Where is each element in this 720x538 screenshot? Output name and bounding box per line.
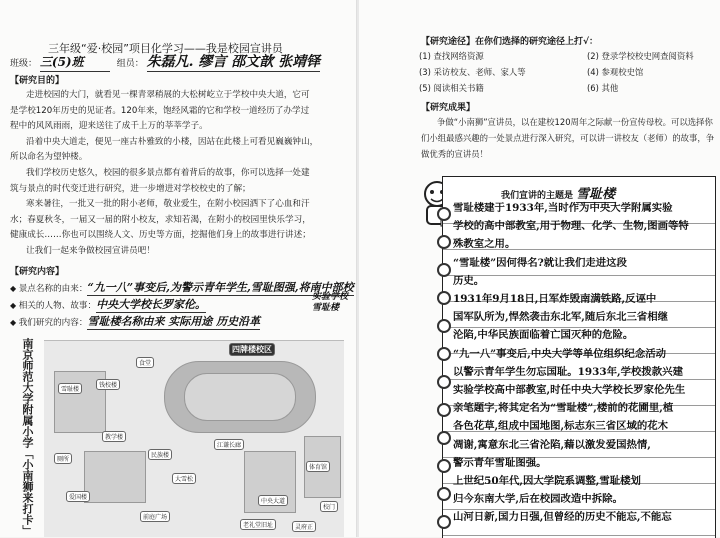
map-label: 钱校楼 (96, 379, 120, 390)
essay-line: 亲笔题字,将其定名为“雪耻楼”,楼前的花圃里,植 (453, 402, 674, 415)
goal-line: 筑与景点的时代变迁进行研究，进一步增进对学校校史的了解； (10, 183, 251, 194)
way-number: (1) (419, 51, 434, 61)
essay-line: 1931年9月18日,日军炸毁南满铁路,反诬中 (453, 293, 657, 305)
result-line: 们小组最感兴趣的一处景点进行深入研究，可以讲一讲校友（老师）的故事，争 (421, 133, 715, 143)
way-number: (2) (587, 51, 602, 61)
content-row (10, 313, 355, 330)
content-rows (10, 279, 355, 330)
essay-line: 凋谢,寓意东北三省沦陷,藉以激发爱国热情, (453, 438, 651, 451)
essay-line: 沦陷,中华民族面临着亡国灭种的危险。 (453, 329, 634, 342)
way-text: 查找网络资源 (433, 51, 484, 61)
content-row-label: 相关的人物、故事： (18, 301, 97, 311)
content-row-label: 景点名称的由来： (18, 284, 88, 294)
bullet-icon: ◆ (10, 301, 19, 310)
way-option (419, 82, 484, 94)
essay-line: 警示青年雪耻图强。 (453, 456, 547, 469)
goal-line: 我们学校历史悠久，校园的很多景点都有着背后的故事，你可以选择一处建 (26, 167, 310, 178)
binder-ring (437, 207, 451, 221)
class-value: 三(5)班 (40, 53, 110, 72)
goal-line: 沿着中央大道走，便见一座古朴雅致的小楼，因站在此楼上可看见巍巍钟山， (26, 136, 319, 147)
binder-ring (437, 235, 451, 249)
building-b (84, 451, 146, 503)
content-row-value: 中央大学校长罗家伦。 (96, 298, 207, 311)
goal-line: 走进校园的大门，就看见一棵青翠稍展的大松树屹立于学校中央大道，它可 (26, 90, 310, 100)
result-heading: 【研究成果】 (421, 103, 476, 113)
content-row (10, 279, 355, 296)
way-number: (4) (587, 67, 602, 77)
school-vertical-title: 南京师范大学附属小学「小南狮来打卡」 (21, 338, 34, 536)
content-row-value: 雪耻楼名称由来 实际用途 历史沿革 (87, 315, 261, 328)
binder-ring (437, 515, 451, 529)
notebook-page (442, 176, 716, 538)
content-row-value: “九一八”事变后,为警示青年学生,雪耻图强,将南中部校 (87, 281, 354, 294)
way-option (587, 82, 618, 94)
essay-line: 山河日新,国力日强,但曾经的历史不能忘,不能忘 (453, 511, 672, 524)
left-page (0, 0, 358, 537)
class-row (10, 53, 320, 73)
binder-ring (437, 375, 451, 389)
goal-line: 水；春夏秋冬，一届又一届的附小校友，求知若渴，在附小的校园里快乐学习， (10, 214, 311, 225)
binder-ring (437, 459, 451, 473)
way-option (587, 50, 694, 62)
map-label: 江谦长廊 (214, 439, 244, 450)
map-label: 教学楼 (102, 431, 126, 442)
campus-map (44, 340, 344, 537)
way-number: (5) (419, 83, 434, 93)
essay-line: 学校的高中部教室,用于物理、化学、生物,图画等特 (453, 220, 689, 233)
binder-ring (437, 403, 451, 417)
binder-ring (437, 487, 451, 501)
way-text: 登录学校校史网查阅资料 (601, 51, 694, 61)
map-label: 体育馆 (306, 461, 330, 472)
map-label: 爱国楼 (66, 491, 90, 502)
bullet-icon: ◆ (10, 318, 19, 327)
map-label: 食堂 (136, 357, 154, 368)
essay-line: 归今东南大学,后在校园改造中拆除。 (453, 493, 623, 506)
side-note: 实验学校雪耻楼 (312, 292, 349, 313)
map-label: 校门 (320, 501, 338, 512)
title-text: 三年级“爱·校园”项目化学习——我是校园宣讲员 (48, 42, 283, 55)
goal-line: 程中的风风雨雨，迎来送往了成千上万的莘莘学子。 (10, 121, 208, 132)
goal-line: 是学校120年历史的见证者。120年来，饱经风霜的它和学校一道经历了办学过 (10, 105, 310, 116)
way-text: 采访校友、老师、家人等 (433, 67, 526, 77)
essay-line: 实验学校高中部教室,时任中央大学校长罗家伦先生 (453, 384, 686, 396)
content-row (10, 296, 355, 313)
essay-line: “雪耻楼”因何得名?就让我们走进这段 (453, 256, 627, 269)
essay-line: 殊教室之用。 (453, 238, 516, 251)
map-label: 民族楼 (148, 449, 172, 460)
ruled-line (443, 535, 715, 536)
bullet-icon: ◆ (10, 284, 19, 293)
result-line: 争做“小南狮”宣讲员，以在建校120周年之际献一份宣传母校。可以选择你 (437, 117, 713, 127)
way-text: 阅读相关书籍 (433, 83, 484, 93)
binder-ring (437, 291, 451, 305)
essay-line: 历史。 (453, 274, 485, 287)
binder-ring (437, 263, 451, 277)
map-label: 前庭广场 (140, 511, 170, 522)
group-members: 朱磊凡. 缪言 邵文歆 张靖铎 (147, 53, 321, 72)
essay-line: 各色花草,组成中国地图,标志东三省区域的花木 (453, 420, 669, 433)
goal-line: 所以命名为望钟楼。 (10, 152, 88, 163)
goal-line: 让我们一起来争做校园宣讲员吧！ (26, 245, 155, 256)
way-option (419, 50, 484, 62)
group-label: 组员： (116, 59, 144, 69)
goal-line: 寒来暑往，一批又一批的附小老师，敬业爱生，在附小校园洒下了心血和汗 (26, 199, 310, 210)
way-text: 参观校史馆 (601, 67, 644, 77)
way-option (587, 66, 643, 78)
way-text: 其他 (601, 83, 619, 93)
map-label: 厕所 (54, 453, 72, 464)
content-row-label: 我们研究的内容： (18, 318, 88, 328)
essay-line: 上世纪50年代,因大学院系调整,雪耻楼划 (453, 475, 641, 487)
map-title: 四牌楼校区 (229, 343, 275, 356)
essay-line: 以警示青年学生勿忘国耻。1933年,学校拨款兴建 (453, 365, 683, 378)
map-label: 大雪松 (172, 473, 196, 484)
way-option (419, 66, 526, 78)
essay-line: “九一八”事变后,中央大学等单位组织纪念活动 (453, 347, 666, 360)
map-label: 灵府正 (292, 521, 316, 532)
goal-line: 健康成长……你也可以围绕人文、历史等方面，挖掘他们身上的故事进行讲述； (10, 230, 311, 241)
theme-label: 我们宣讲的主题是 (501, 191, 574, 201)
goal-text (10, 88, 352, 260)
binder-ring (437, 319, 451, 333)
essay-line: 国军队所为,悍然袭击东北军,随后东北三省相继 (453, 311, 669, 324)
way-heading: 【研究途径】在你们选择的研究途径上打√： (421, 37, 599, 47)
goal-heading: 【研究目的】 (10, 76, 65, 86)
theme-value: 雪耻楼 (576, 183, 615, 203)
map-label: 中央大道 (258, 495, 288, 506)
field-inner (184, 373, 296, 421)
binder-ring (437, 431, 451, 445)
result-line: 做优秀的宣讲员！ (421, 149, 488, 159)
map-label: 雪耻楼 (58, 383, 82, 394)
map-label: 老礼堂旧址 (240, 519, 276, 530)
way-number: (6) (587, 83, 602, 93)
binder-ring (437, 347, 451, 361)
content-heading: 【研究内容】 (10, 267, 65, 277)
result-text (421, 114, 716, 162)
way-number: (3) (419, 67, 434, 77)
class-label: 班级： (10, 59, 38, 69)
essay-line: 雪耻楼建于1933年,当时作为中央大学附属实验 (453, 202, 673, 214)
